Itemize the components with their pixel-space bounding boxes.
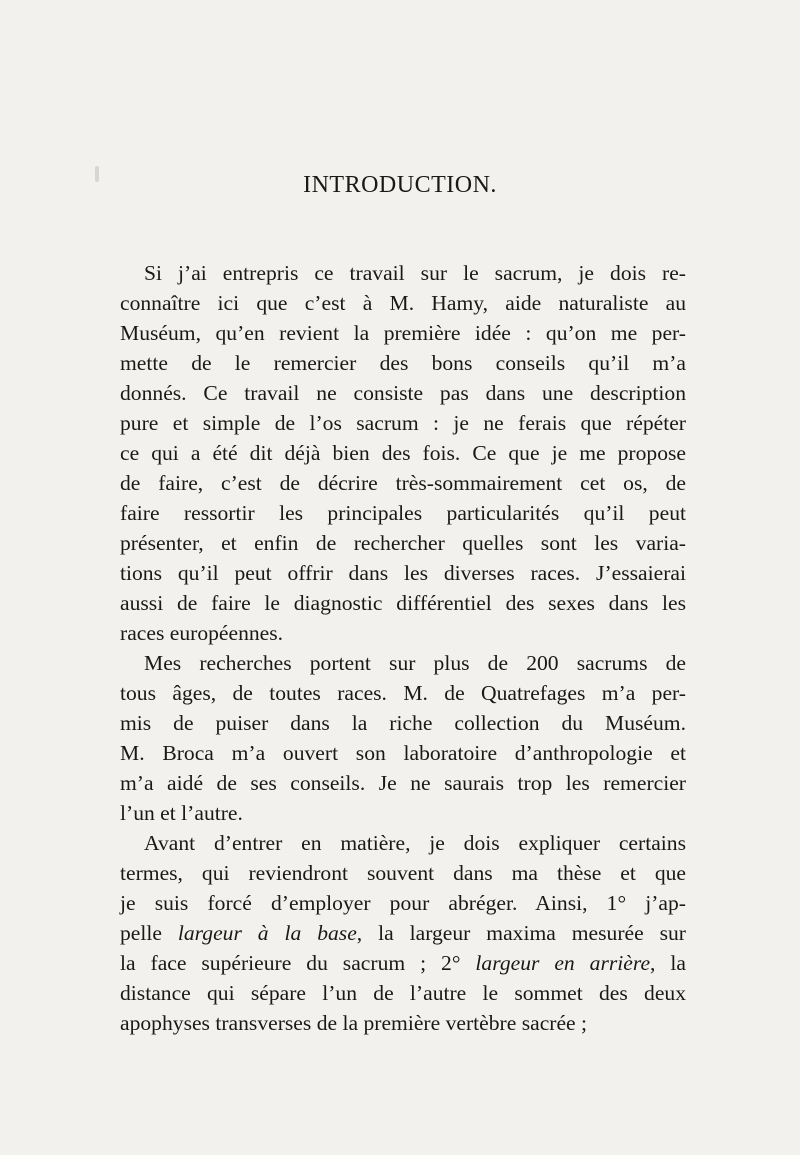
text-line: M. Broca m’a ouvert son laboratoire d’anthropologie et <box>120 741 686 765</box>
text-line: mis de puiser dans la riche collection du Muséum. <box>120 711 686 735</box>
italic-term: largeur à la base <box>177 921 357 945</box>
paragraph <box>120 258 686 648</box>
text-line: termes, qui reviendront souvent dans ma thèse et que <box>120 861 686 885</box>
text-line: distance qui sépare l’un de l’autre le sommet des deux <box>120 981 686 1005</box>
text-segment: , la <box>650 951 686 975</box>
body-text <box>120 258 686 1038</box>
text-line: m’a aidé de ses conseils. Je ne saurais trop les remercier <box>120 771 686 795</box>
text-line: aussi de faire le diagnostic différentiel des sexes dans les <box>120 591 686 615</box>
italic-term: largeur en arrière <box>475 951 651 975</box>
page-title: INTRODUCTION. <box>303 172 497 198</box>
paragraph <box>120 648 686 828</box>
paragraph <box>120 828 686 1038</box>
text-line: connaître ici que c’est à M. Hamy, aide naturaliste au <box>120 291 686 315</box>
text-segment: la face supérieure du sacrum ; 2° <box>120 951 476 975</box>
text-line: Avant d’entrer en matière, je dois expliquer certains <box>144 831 686 855</box>
text-line: Mes recherches portent sur plus de 200 sacrums de <box>144 651 686 675</box>
text-line: pure et simple de l’os sacrum : je ne ferais que répéter <box>120 411 686 435</box>
text-line: apophyses transverses de la première vertèbre sacrée ; <box>120 1011 588 1035</box>
text-line: races européennes. <box>120 621 284 645</box>
text-line: l’un et l’autre. <box>120 801 243 825</box>
text-line: Muséum, qu’en revient la première idée : qu’on me per- <box>120 321 686 345</box>
text-line: faire ressortir les principales particularités qu’il peut <box>120 501 686 525</box>
text-line <box>120 918 686 948</box>
text-line: de faire, c’est de décrire très-sommairement cet os, de <box>120 471 686 495</box>
text-line: tions qu’il peut offrir dans les diverses races. J’essaierai <box>120 561 686 585</box>
text-line: mette de le remercier des bons conseils qu’il m’a <box>120 351 686 375</box>
text-segment: pelle <box>120 921 178 945</box>
text-line: Si j’ai entrepris ce travail sur le sacrum, je dois re- <box>144 261 686 285</box>
text-line <box>120 948 686 978</box>
text-line: je suis forcé d’employer pour abréger. Ainsi, 1° j’ap- <box>120 891 686 915</box>
text-line: donnés. Ce travail ne consiste pas dans une description <box>120 381 686 405</box>
text-segment: , la largeur maxima mesurée sur <box>356 921 686 945</box>
text-line: tous âges, de toutes races. M. de Quatrefages m’a per- <box>120 681 686 705</box>
text-line: ce qui a été dit déjà bien des fois. Ce que je me propose <box>120 441 686 465</box>
text-line: présenter, et enfin de rechercher quelles sont les varia- <box>120 531 686 555</box>
